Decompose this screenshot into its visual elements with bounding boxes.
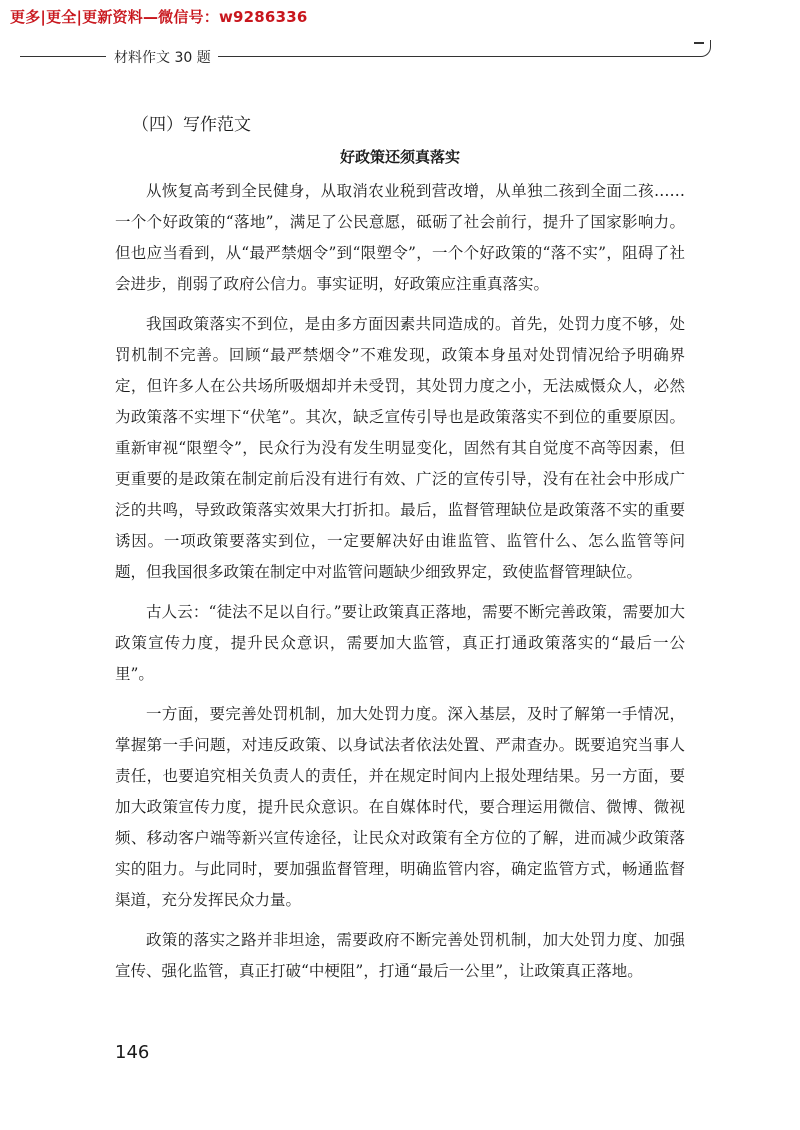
watermark-text: 更多|更全|更新资料—微信号：w9286336 (10, 8, 308, 26)
page-number: 146 (115, 1042, 150, 1063)
running-title: 材料作文 30 题 (114, 50, 211, 66)
essay-body (115, 176, 685, 996)
section-heading: （四）写作范文 (132, 115, 251, 135)
header-rule-left (20, 56, 106, 57)
essay-paragraph: 政策的落实之路并非坦途，需要政府不断完善处罚机制，加大处罚力度、加强宣传、强化监管，真正打破“中梗阻”，打通“最后一公里”，让政策真正落地。 (115, 931, 685, 980)
corner-hook-icon (698, 40, 711, 57)
essay-paragraph: 从恢复高考到全民健身，从取消农业税到营改增，从单独二孩到全面二孩……一个个好政策的“落地”，满足了公民意愿，砥砺了社会前行，提升了国家影响力。但也应当看到，从“最严禁烟令”到“限塑令”，一个个好政策的“落不实”，阻碍了社会进步，削弱了政府公信力。事实证明，好政策应注重真落实。 (115, 182, 685, 293)
essay-paragraph: 我国政策落实不到位，是由多方面因素共同造成的。首先，处罚力度不够，处罚机制不完善。回顾“最严禁烟令”不难发现，政策本身虽对处罚情况给予明确界定，但许多人在公共场所吸烟却并未受罚，其处罚力度之小，无法威慑众人，必然为政策落不实埋下“伏笔”。其次，缺乏宣传引导也是政策落实不到位的重要原因。重新审视“限塑令”，民众行为没有发生明显变化，固然有其自觉度不高等因素，但更重要的是政策在制定前后没有进行有效、广泛的宣传引导，没有在社会中形成广泛的共鸣，导致政策落实效果大打折扣。最后，监督管理缺位是政策落不实的重要诱因。一项政策要落实到位，一定要解决好由谁监管、监管什么、怎么监管等问题，但我国很多政策在制定中对监管问题缺少细致界定，致使监督管理缺位。 (115, 315, 685, 581)
essay-paragraph: 一方面，要完善处罚机制，加大处罚力度。深入基层，及时了解第一手情况，掌握第一手问题，对违反政策、以身试法者依法处置、严肃查办。既要追究当事人责任，也要追究相关负责人的责任，并在规定时间内上报处理结果。另一方面，要加大政策宣传力度，提升民众意识。在自媒体时代，要合理运用微信、微博、微视频、移动客户端等新兴宣传途径，让民众对政策有全方位的了解，进而减少政策落实的阻力。与此同时，要加强监督管理，明确监管内容，确定监管方式，畅通监督渠道，充分发挥民众力量。 (115, 705, 685, 909)
page-header (20, 40, 720, 70)
header-rule-right (218, 56, 698, 57)
essay-paragraph: 古人云：“徒法不足以自行。”要让政策真正落地，需要不断完善政策，需要加大政策宣传力度，提升民众意识，需要加大监管，真正打通政策落实的“最后一公里”。 (115, 603, 685, 683)
essay-title: 好政策还须真落实 (339, 148, 460, 166)
